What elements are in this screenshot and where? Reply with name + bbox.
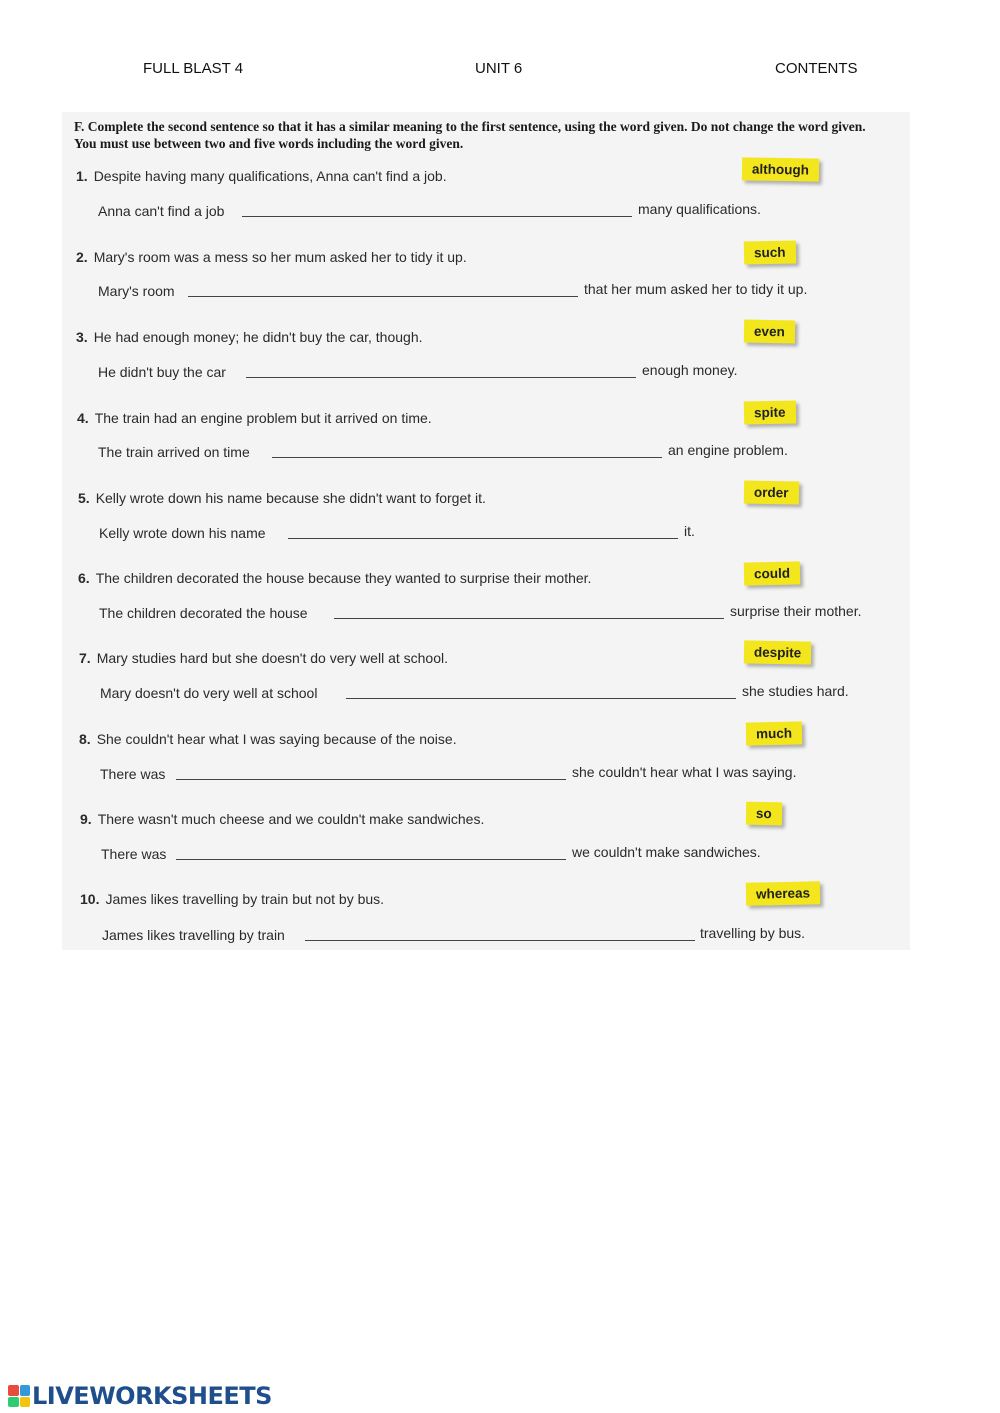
answer-end: she couldn't hear what I was saying. <box>572 764 797 780</box>
answer-start: James likes travelling by train <box>102 927 285 943</box>
question-text: James likes travelling by train but not by bus. <box>105 891 385 907</box>
question-number: 4. <box>77 410 89 426</box>
answer-start: There was <box>101 846 167 862</box>
answer-start: Mary doesn't do very well at school <box>100 685 318 701</box>
answer-start: There was <box>100 766 166 782</box>
answer-blank[interactable] <box>176 779 566 780</box>
answer-blank[interactable] <box>272 457 662 458</box>
liveworksheets-logo-icon <box>8 1385 30 1407</box>
key-word-label: although <box>742 157 819 181</box>
answer-blank[interactable] <box>188 296 578 297</box>
answer-start: The children decorated the house <box>99 605 308 621</box>
question-sentence <box>76 329 423 345</box>
header-book-title: FULL BLAST 4 <box>143 60 244 77</box>
question-number: 1. <box>76 168 88 184</box>
answer-start: Mary's room <box>98 283 175 299</box>
answer-end: travelling by bus. <box>700 925 806 941</box>
question-text: There wasn't much cheese and we couldn't make sandwiches. <box>97 811 485 827</box>
answer-end: an engine problem. <box>668 442 788 458</box>
answer-end: many qualifications. <box>638 201 761 217</box>
question-number: 2. <box>76 249 88 265</box>
key-word-label: so <box>746 802 782 826</box>
question-text: He had enough money; he didn't buy the car, though. <box>93 329 423 345</box>
key-word-label: order <box>744 481 799 505</box>
question-sentence <box>76 168 447 184</box>
question-number: 9. <box>80 811 92 827</box>
question-number: 10. <box>80 891 100 907</box>
key-word-label: whereas <box>746 881 821 906</box>
answer-end: that her mum asked her to tidy it up. <box>584 281 808 297</box>
question-text: She couldn't hear what I was saying because of the noise. <box>96 731 457 747</box>
answer-blank[interactable] <box>334 618 724 619</box>
question-sentence <box>78 570 591 586</box>
question-sentence <box>79 650 448 666</box>
question-text: Mary studies hard but she doesn't do very well at school. <box>96 650 448 666</box>
question-number: 8. <box>79 731 91 747</box>
answer-blank[interactable] <box>346 698 736 699</box>
question-text: Kelly wrote down his name because she didn't want to forget it. <box>95 490 486 506</box>
question-sentence <box>77 410 432 426</box>
header-unit: UNIT 6 <box>475 60 523 77</box>
key-word-label: spite <box>744 400 796 424</box>
question-number: 6. <box>78 570 90 586</box>
answer-end: enough money. <box>642 362 738 378</box>
logo-text: LIVEWORKSHEETS <box>32 1382 272 1410</box>
answer-blank[interactable] <box>176 859 566 860</box>
header-contents: CONTENTS <box>775 60 858 77</box>
question-text: Despite having many qualifications, Anna can't find a job. <box>93 168 447 184</box>
question-text: The train had an engine problem but it arrived on time. <box>94 410 432 426</box>
question-sentence <box>80 891 384 907</box>
question-number: 7. <box>79 650 91 666</box>
key-word-label: such <box>744 240 796 264</box>
question-sentence <box>78 490 486 506</box>
key-word-label: much <box>746 721 802 745</box>
question-sentence <box>76 249 467 265</box>
answer-start: He didn't buy the car <box>98 364 226 380</box>
question-number: 3. <box>76 329 88 345</box>
question-text: Mary's room was a mess so her mum asked her to tidy it up. <box>93 249 467 265</box>
question-sentence <box>79 731 457 747</box>
answer-end: we couldn't make sandwiches. <box>572 844 761 860</box>
key-word-label: could <box>744 561 800 585</box>
answer-blank[interactable] <box>288 538 678 539</box>
key-word-label: despite <box>744 640 812 664</box>
key-word-label: even <box>744 320 795 344</box>
answer-blank[interactable] <box>246 377 636 378</box>
question-number: 5. <box>78 490 90 506</box>
footer-logo <box>8 1381 272 1411</box>
answer-start: The train arrived on time <box>98 444 250 460</box>
answer-end: it. <box>684 523 695 539</box>
answer-blank[interactable] <box>242 216 632 217</box>
answer-end: she studies hard. <box>742 683 849 699</box>
answer-start: Kelly wrote down his name <box>99 525 266 541</box>
answer-end: surprise their mother. <box>730 603 862 619</box>
page-header <box>0 60 1000 82</box>
question-text: The children decorated the house because they wanted to surprise their mother. <box>95 570 592 586</box>
answer-start: Anna can't find a job <box>98 203 225 219</box>
answer-blank[interactable] <box>305 940 695 941</box>
exercise-instructions: F. Complete the second sentence so that it has a similar meaning to the first sentence, using the word given. Do not change the word given. You must use between two and five words including the word given. <box>74 119 866 151</box>
question-sentence <box>80 811 484 827</box>
